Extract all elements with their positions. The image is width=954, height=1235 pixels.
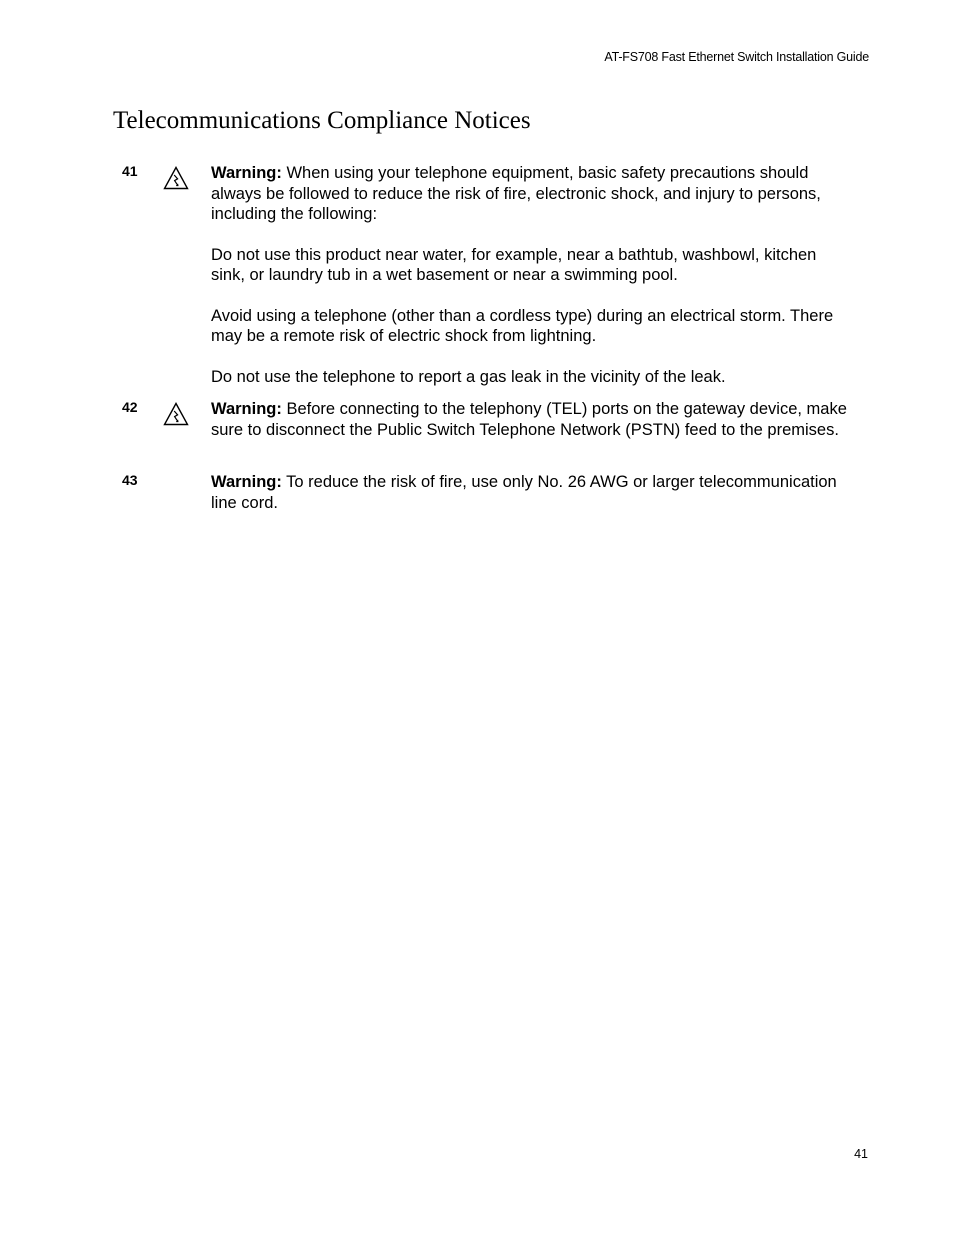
page-number: 41: [854, 1147, 868, 1161]
warning-paragraph: Do not use this product near water, for example, near a bathtub, washbowl, kitchen sink, or laundry tub in a wet basement or near a swimming pool.: [211, 245, 817, 284]
electrical-hazard-icon: [163, 402, 189, 426]
running-header: AT-FS708 Fast Ethernet Switch Installation Guide: [604, 50, 869, 64]
warning-lead: Warning:: [211, 400, 282, 418]
warning-body: [211, 399, 851, 440]
warning-number: 43: [122, 472, 138, 488]
section-title: Telecommunications Compliance Notices: [113, 107, 531, 134]
warning-body: [211, 163, 851, 387]
warning-number: 42: [122, 399, 138, 415]
warning-lead: Warning:: [211, 473, 282, 491]
warning-paragraph: Do not use the telephone to report a gas leak in the vicinity of the leak.: [211, 367, 726, 386]
warning-body: [211, 472, 851, 513]
electrical-hazard-icon: [163, 166, 189, 190]
warning-number: 41: [122, 163, 138, 179]
warning-text: When using your telephone equipment, basic safety precautions should always be followed to reduce the risk of fire, electronic shock, and injury to persons, including the following:: [211, 164, 821, 223]
warning-paragraph: Avoid using a telephone (other than a cordless type) during an electrical storm. There may be a remote risk of electric shock from lightning.: [211, 306, 834, 345]
warning-text: To reduce the risk of fire, use only No. 26 AWG or larger telecommunication line cord.: [211, 473, 837, 512]
warning-text: Before connecting to the telephony (TEL) ports on the gateway device, make sure to disconnect the Public Switch Telephone Network (PSTN) feed to the premises.: [211, 400, 847, 439]
warning-lead: Warning:: [211, 164, 282, 182]
